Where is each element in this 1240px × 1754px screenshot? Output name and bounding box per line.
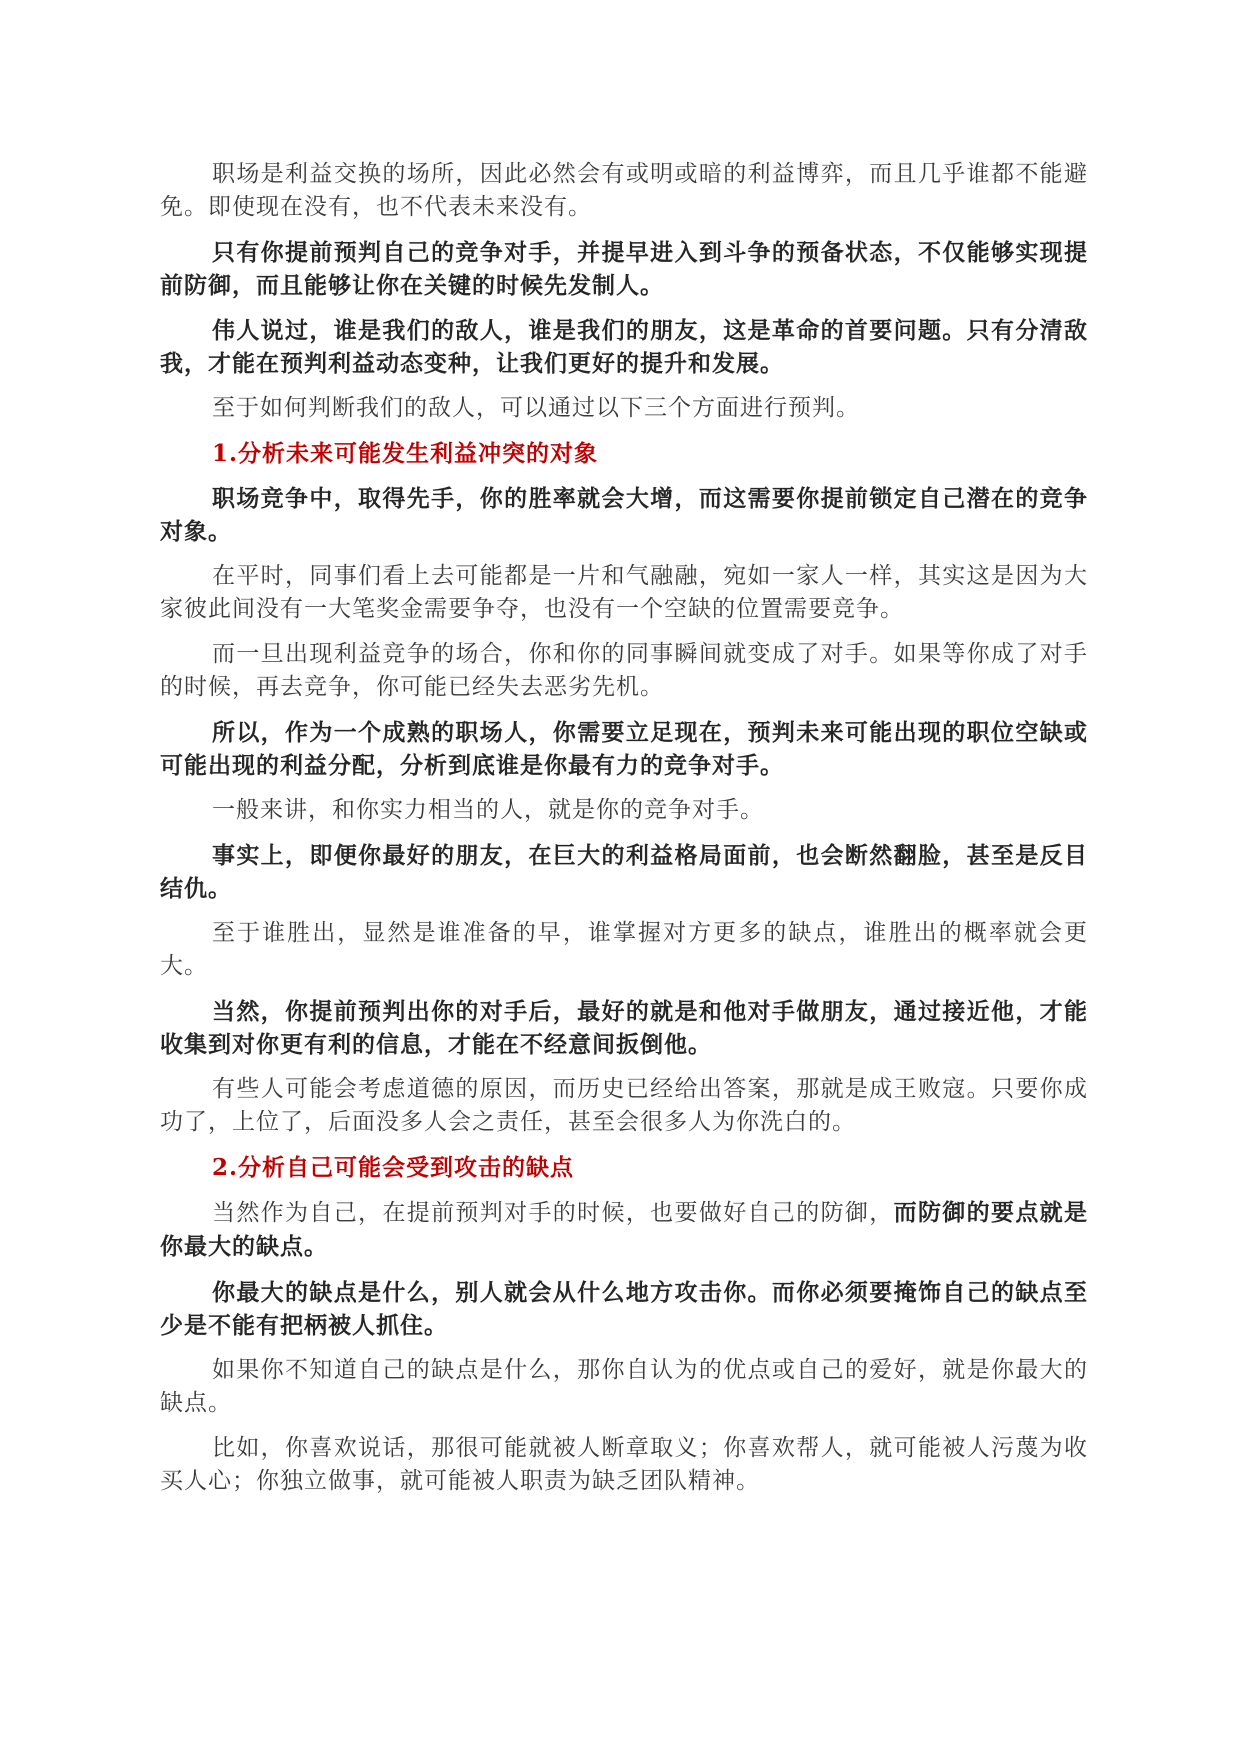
paragraph-bold: 所以，作为一个成熟的职场人，你需要立足现在，预判未来可能出现的职位空缺或可能出现的利益分配，分析到底谁是你最有力的竞争对手。 bbox=[160, 719, 1088, 779]
paragraph-bold: 伟人说过，谁是我们的敌人，谁是我们的朋友，这是革命的首要问题。只有分清敌我，才能在预判利益动态变种，让我们更好的提升和发展。 bbox=[160, 317, 1088, 377]
paragraph: 职场是利益交换的场所，因此必然会有或明或暗的利益博弈，而且几乎谁都不能避免。即使现在没有，也不代表未来没有。 bbox=[160, 161, 1088, 220]
paragraph-bold: 职场竞争中，取得先手，你的胜率就会大增，而这需要你提前锁定自己潜在的竞争对象。 bbox=[160, 485, 1088, 545]
paragraph: 至于如何判断我们的敌人，可以通过以下三个方面进行预判。 bbox=[212, 395, 860, 421]
paragraph-bold-text: 而防御的要点就是你最大的缺点。 bbox=[160, 1199, 1089, 1260]
paragraph-bold: 事实上，即便你最好的朋友，在巨大的利益格局面前，也会断然翻脸，甚至是反目结仇。 bbox=[160, 842, 1088, 902]
paragraph: 比如，你喜欢说话，那很可能就被人断章取义；你喜欢帮人，就可能被人污蔑为收买人心；你独立做事，就可能被人职责为缺乏团队精神。 bbox=[160, 1435, 1088, 1494]
paragraph: 至于谁胜出，显然是谁准备的早，谁掌握对方更多的缺点，谁胜出的概率就会更大。 bbox=[160, 920, 1088, 979]
document-page bbox=[160, 158, 1088, 1510]
paragraph: 一般来讲，和你实力相当的人，就是你的竞争对手。 bbox=[212, 797, 764, 823]
paragraph: 如果你不知道自己的缺点是什么，那你自认为的优点或自己的爱好，就是你最大的缺点。 bbox=[160, 1357, 1088, 1416]
paragraph-bold: 只有你提前预判自己的竞争对手，并提早进入到斗争的预备状态，不仅能够实现提前防御，而且能够让你在关键的时候先发制人。 bbox=[160, 239, 1088, 299]
paragraph-text: 当然作为自己，在提前预判对手的时候，也要做好自己的防御， bbox=[212, 1200, 894, 1226]
paragraph: 在平时，同事们看上去可能都是一片和气融融，宛如一家人一样，其实这是因为大家彼此间没有一大笔奖金需要争夺，也没有一个空缺的位置需要竞争。 bbox=[160, 563, 1088, 622]
section-heading-1: 1.分析未来可能发生利益冲突的对象 bbox=[212, 440, 599, 467]
paragraph-bold: 你最大的缺点是什么，别人就会从什么地方攻击你。而你必须要掩饰自己的缺点至少是不能有把柄被人抓住。 bbox=[160, 1279, 1088, 1339]
paragraph: 而一旦出现利益竞争的场合，你和你的同事瞬间就变成了对手。如果等你成了对手的时候，再去竞争，你可能已经失去恶劣先机。 bbox=[160, 641, 1088, 700]
paragraph: 有些人可能会考虑道德的原因，而历史已经给出答案，那就是成王败寇。只要你成功了，上位了，后面没多人会之责任，甚至会很多人为你洗白的。 bbox=[160, 1076, 1088, 1135]
paragraph-mixed bbox=[160, 1196, 1088, 1264]
paragraph-bold: 当然，你提前预判出你的对手后，最好的就是和他对手做朋友，通过接近他，才能收集到对你更有利的信息，才能在不经意间扳倒他。 bbox=[160, 998, 1088, 1058]
section-heading-2: 2.分析自己可能会受到攻击的缺点 bbox=[212, 1154, 575, 1181]
